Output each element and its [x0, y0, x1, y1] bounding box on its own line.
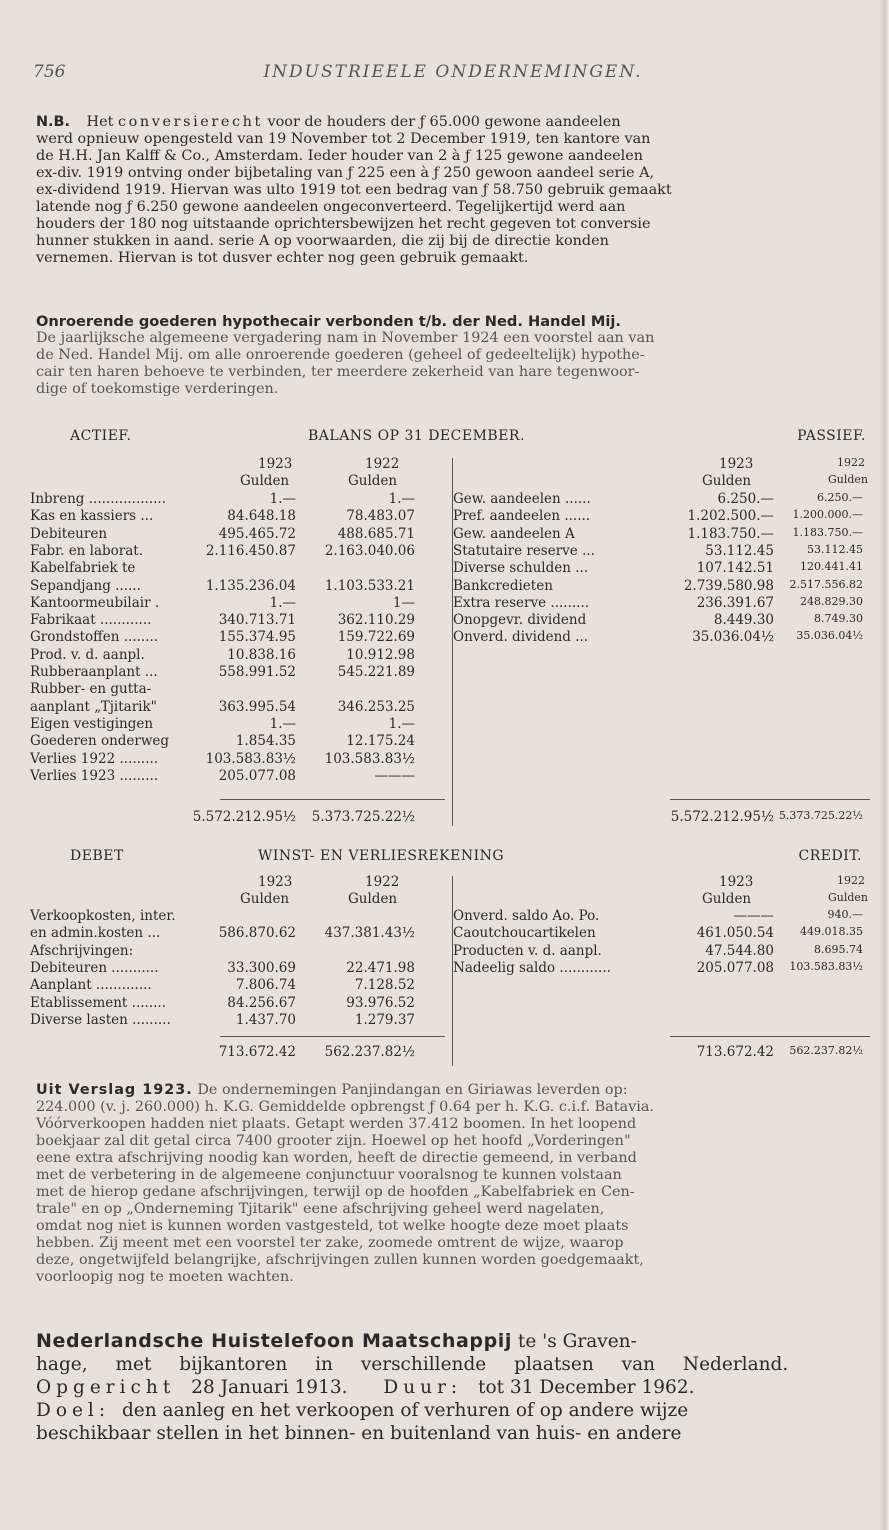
- row-label: Onverd. dividend ...: [453, 629, 589, 646]
- row-value: 1.437.70: [235, 1011, 296, 1028]
- table-row: [30, 733, 870, 750]
- row-value: 35.036.04½: [796, 629, 863, 643]
- row-value: 103.583.83½: [324, 750, 415, 767]
- onroerend-paragraph: [36, 313, 867, 398]
- verslag-line: Vóórverkoopen hadden niet plaats. Getapt werden 37.412 boomen. In het loopend: [36, 1116, 637, 1132]
- company-line: Nederlandsche Huistelefoon Maatschappij te 's Graven-: [36, 1330, 637, 1352]
- table-row: [30, 629, 870, 646]
- row-value: 10.912.98: [346, 646, 415, 663]
- row-value: 2.739.580.98: [683, 577, 774, 594]
- row-value: 159.722.69: [337, 629, 415, 646]
- passief-label: PASSIEF.: [797, 428, 866, 444]
- row-value: 940.—: [827, 908, 863, 921]
- onroerend-line: dige of toekomstige verderingen.: [36, 381, 279, 397]
- table-row: [30, 560, 870, 577]
- row-value: 8.449.30: [713, 612, 774, 629]
- row-label: Aanplant .............: [30, 977, 152, 994]
- nb-line: houders der 180 nog uitstaande oprichtersbewijzen het recht gegeven tot conversie: [36, 216, 651, 232]
- row-value: 1.—: [388, 715, 415, 732]
- row-label: Statutaire reserve ...: [453, 542, 595, 559]
- row-label: Inbreng ..................: [30, 491, 166, 507]
- row-value: 6.250.—: [817, 491, 863, 504]
- row-value: 236.391.67: [696, 594, 774, 611]
- row-label: Onopgevr. dividend: [453, 612, 587, 629]
- onroerend-line: De jaarlijksche algemeene vergadering nam in November 1924 een voorstel aan van: [36, 330, 655, 346]
- running-title: INDUSTRIEELE ONDERNEMINGEN.: [263, 62, 643, 82]
- unit-row: Gulden Gulden Gulden Gulden: [240, 473, 868, 489]
- table-row: [30, 751, 870, 768]
- row-value: 12.175.24: [346, 733, 415, 750]
- verslag-line: trale" en op „Onderneming Tjitarik" eene afschrijving geheel werd nagelaten,: [36, 1201, 605, 1217]
- row-value: 340.713.71: [218, 612, 296, 629]
- row-value: 205.077.08: [218, 767, 296, 784]
- nb-emphasis: conversierecht: [117, 114, 263, 130]
- row-value: 53.112.45: [807, 542, 863, 556]
- row-label: Fabr. en laborat.: [30, 542, 144, 559]
- book-spine-shadow: [879, 0, 889, 1530]
- row-label: en admin.kosten ...: [30, 925, 161, 942]
- row-label: Extra reserve .........: [453, 594, 590, 611]
- table-row: [30, 943, 870, 960]
- row-label: Rubber- en gutta-: [30, 681, 152, 698]
- year-row: 1923 1922 1923 1922: [258, 874, 865, 890]
- nb-label: N.B.: [36, 114, 70, 130]
- row-value: 1.—: [269, 491, 296, 507]
- row-value: 248.829.30: [800, 594, 863, 608]
- row-value: 107.142.51: [696, 560, 774, 577]
- table-row: [30, 681, 870, 698]
- row-label: Prod. v. d. aanpl.: [30, 646, 145, 663]
- row-value: 8.695.74: [814, 942, 863, 956]
- row-value: 155.374.95: [218, 629, 296, 646]
- verslag-line: met de verbetering in de algemeene conjunctuur vooralsnog te kunnen volstaan: [36, 1167, 622, 1183]
- row-value: 586.870.62: [218, 925, 296, 942]
- verslag-line: Uit Verslag 1923. De ondernemingen Panjindangan en Giriawas leverden op:: [36, 1082, 628, 1098]
- row-value: 10.838.16: [227, 646, 296, 663]
- debet-label: DEBET: [70, 848, 124, 864]
- row-value: 103.583.83½: [205, 750, 296, 767]
- row-label: Kas en kassiers ...: [30, 508, 154, 525]
- row-value: 120.441.41: [800, 560, 863, 574]
- row-value: 6.250.—: [717, 491, 774, 507]
- row-label: Debiteuren ...........: [30, 959, 159, 976]
- verslag-line: eene extra afschrijving noodig kan worden, heeft de directie gemeend, in verband: [36, 1150, 637, 1166]
- table-row: [30, 578, 870, 595]
- row-value: 2.517.556.82: [789, 577, 863, 591]
- opgericht-label: Opgericht: [36, 1377, 176, 1398]
- table-row: [30, 699, 870, 716]
- row-value: ———: [733, 908, 774, 924]
- row-value: 33.300.69: [227, 959, 296, 976]
- row-value: 1—: [392, 594, 415, 611]
- verslag-line: 224.000 (v. j. 260.000) h. K.G. Gemiddelde opbrengst ƒ 0.64 per h. K.G. c.i.f. Batavia.: [36, 1099, 655, 1115]
- row-value: 346.253.25: [337, 698, 415, 715]
- verslag-line: omdat nog niet is kunnen worden vastgesteld, tot welke hoogte deze moet plaats: [36, 1218, 629, 1234]
- total-rule-left: [220, 799, 445, 800]
- row-label: Verlies 1922 .........: [30, 750, 159, 767]
- company-entry: [36, 1330, 867, 1445]
- row-value: 437.381.43½: [324, 925, 415, 942]
- row-value: 47.544.80: [705, 942, 774, 959]
- row-value: 93.976.52: [346, 994, 415, 1011]
- row-value: 53.112.45: [705, 542, 774, 559]
- row-value: 545.221.89: [337, 664, 415, 680]
- row-label: aanplant „Tjitarik": [30, 698, 157, 715]
- duur-label: Duur:: [383, 1377, 463, 1398]
- onroerend-heading: Onroerende goederen hypothecair verbonden t/b. der Ned. Handel Mij.: [36, 313, 621, 330]
- table-row: [30, 543, 870, 560]
- row-label: Eigen vestigingen: [30, 715, 154, 732]
- actief-label: ACTIEF.: [70, 428, 132, 444]
- verslag-line: voorloopig nog te moeten wachten.: [36, 1269, 294, 1285]
- row-value: 558.991.52: [218, 664, 296, 680]
- verslag-line: met de hierop gedane afschrijvingen, terwijl op de hoofden „Kabelfabriek en Cen-: [36, 1184, 635, 1200]
- company-purpose-line: Doel: den aanleg en het verkoopen of verhuren of op andere wijze: [36, 1400, 689, 1421]
- row-value: 449.018.35: [800, 925, 863, 939]
- table-row: [30, 960, 870, 977]
- row-value: 84.256.67: [227, 994, 296, 1011]
- table-row: [30, 647, 870, 664]
- row-value: 78.483.07: [346, 508, 415, 525]
- column-divider: [452, 458, 453, 826]
- row-label: Kabelfabriek te: [30, 560, 136, 577]
- company-founded-line: Opgericht 28 Januari 1913. Duur: tot 31 December 1962.: [36, 1377, 695, 1398]
- row-label: Etablissement ........: [30, 994, 166, 1011]
- column-divider: [452, 876, 453, 1066]
- row-value: 461.050.54: [696, 925, 774, 942]
- company-name: Nederlandsche Huistelefoon Maatschappij: [36, 1330, 513, 1352]
- row-value: 495.465.72: [218, 525, 296, 542]
- table-row: [30, 612, 870, 629]
- nb-line: N.B. Het conversierecht voor de houders der ƒ 65.000 gewone aandeelen: [36, 114, 621, 130]
- row-value: 1.183.750.—: [687, 525, 774, 542]
- table-row: [30, 1012, 870, 1029]
- onroerend-line: cair ten haren behoeve te verbinden, ter meerdere zekerheid van hare tegenwoor-: [36, 364, 640, 380]
- row-label: Grondstoffen ........: [30, 629, 159, 646]
- row-label: Sepandjang ......: [30, 577, 141, 594]
- row-label: Verkoopkosten, inter.: [30, 908, 176, 924]
- verslag-line: deze, ongetwijfeld belangrijke, afschrijvingen zullen kunnen worden goedgemaakt,: [36, 1252, 644, 1268]
- row-label: Nadeelig saldo ............: [453, 959, 611, 976]
- row-value: 1.200.000.—: [792, 508, 863, 522]
- row-label: Fabrikaat ............: [30, 612, 152, 629]
- balance-title: BALANS OP 31 DECEMBER.: [308, 428, 525, 444]
- nb-paragraph: [36, 114, 867, 267]
- running-header: [33, 62, 873, 86]
- nb-line: vernemen. Hiervan is tot dusver echter nog geen gebruik gemaakt.: [36, 250, 529, 266]
- row-label: Caoutchoucartikelen: [453, 925, 596, 942]
- row-value: 205.077.08: [696, 959, 774, 976]
- onroerend-line: de Ned. Handel Mij. om alle onroerende goederen (geheel of gedeeltelijk) hypothe-: [36, 347, 645, 363]
- table-row: [30, 977, 870, 994]
- verslag-line: boekjaar zal dit getal circa 7400 grooter zijn. Hoewel op het hoofd „Vorderingen": [36, 1133, 631, 1149]
- row-label: Afschrijvingen:: [30, 942, 134, 959]
- nb-line: de H.H. Jan Kalff & Co., Amsterdam. Ieder houder van 2 à ƒ 125 gewone aandeelen: [36, 148, 644, 164]
- row-label: Rubberaanplant ...: [30, 664, 158, 680]
- table-row: [30, 595, 870, 612]
- row-value: 84.648.18: [227, 508, 296, 525]
- credit-label: CREDIT.: [798, 848, 862, 864]
- row-label: Diverse schulden ...: [453, 560, 589, 577]
- row-label: Goederen onderweg: [30, 733, 170, 750]
- table-row: [30, 768, 870, 785]
- row-value: 488.685.71: [337, 525, 415, 542]
- row-value: 1.—: [269, 594, 296, 611]
- row-value: 1.279.37: [354, 1011, 415, 1028]
- row-value: 1.135.236.04: [205, 577, 296, 594]
- verslag-paragraph: [36, 1082, 867, 1286]
- table-row: [30, 508, 870, 525]
- row-value: 1.103.533.21: [324, 577, 415, 594]
- nb-line: werd opnieuw opengesteld van 19 November tot 2 December 1919, ten kantore van: [36, 131, 651, 147]
- nb-line: ex-div. 1919 ontving onder bijbetaling van ƒ 225 een à ƒ 250 gewoon aandeel serie A,: [36, 165, 655, 181]
- row-label: Diverse lasten .........: [30, 1011, 171, 1028]
- verslag-line: hebben. Zij meent met een voorstel ter zake, zoomede omtrent de wijze, waarop: [36, 1235, 624, 1251]
- table-row: [30, 908, 870, 925]
- row-value: 8.749.30: [814, 612, 863, 626]
- row-value: 1.202.500.—: [687, 508, 774, 525]
- table-row: [30, 526, 870, 543]
- verslag-heading: Uit Verslag 1923.: [36, 1082, 193, 1098]
- nb-line: hunner stukken in aand. serie A op voorwaarden, die zij bij de directie konden: [36, 233, 609, 249]
- total-rule-right: [670, 1036, 870, 1037]
- row-label: Gew. aandeelen A: [453, 525, 575, 542]
- row-value: ———: [374, 767, 415, 784]
- profit-loss-account: [30, 848, 870, 1068]
- row-label: Kantoormeubilair .: [30, 594, 160, 611]
- row-value: 35.036.04½: [692, 629, 774, 646]
- row-value: 103.583.83½: [789, 959, 863, 973]
- winst-total-row: 713.672.42 562.237.82½ 713.672.42 562.237.82½: [218, 1044, 863, 1060]
- row-value: 7.806.74: [235, 977, 296, 994]
- balance-total-row: 5.572.212.95½ 5.373.725.22½ 5.572.212.95½ 5.373.725.22½: [192, 809, 863, 825]
- nb-line: ex-dividend 1919. Hiervan was ulto 1919 tot een bedrag van ƒ 58.750 gebruik gemaakt: [36, 182, 672, 198]
- winst-title: WINST- EN VERLIESREKENING: [258, 848, 505, 864]
- row-value: 1.854.35: [235, 733, 296, 750]
- company-line: hage, met bijkantoren in verschillende plaatsen van Nederland.: [36, 1354, 789, 1375]
- row-label: Verlies 1923 .........: [30, 767, 159, 784]
- row-label: Bankcredieten: [453, 577, 553, 594]
- row-label: Debiteuren: [30, 525, 108, 542]
- unit-row: Gulden Gulden Gulden Gulden: [240, 891, 868, 907]
- row-value: 1.183.750.—: [792, 525, 863, 539]
- row-value: 363.995.54: [218, 698, 296, 715]
- row-label: Producten v. d. aanpl.: [453, 942, 602, 959]
- total-rule-left: [220, 1036, 445, 1037]
- balance-sheet: [30, 428, 870, 828]
- row-value: 2.163.040.06: [324, 542, 415, 559]
- row-label: Gew. aandeelen ......: [453, 491, 591, 507]
- table-row: [30, 925, 870, 942]
- row-value: 1.—: [388, 491, 415, 507]
- row-value: 1.—: [269, 715, 296, 732]
- table-row: [30, 664, 870, 681]
- row-value: 362.110.29: [337, 612, 415, 629]
- row-value: 2.116.450.87: [205, 542, 296, 559]
- page-number: 756: [33, 62, 66, 82]
- year-row: 1923 1922 1923 1922: [258, 456, 865, 472]
- table-row: [30, 491, 870, 508]
- table-row: [30, 716, 870, 733]
- row-label: Pref. aandeelen ......: [453, 508, 591, 525]
- doel-label: Doel:: [36, 1400, 111, 1421]
- row-value: 7.128.52: [354, 977, 415, 994]
- company-line: beschikbaar stellen in het binnen- en buitenland van huis- en andere: [36, 1423, 682, 1444]
- row-label: Onverd. saldo Ao. Po.: [453, 908, 600, 924]
- table-row: [30, 995, 870, 1012]
- row-value: 22.471.98: [346, 959, 415, 976]
- nb-line: latende nog ƒ 6.250 gewone aandeelen ongeconverteerd. Tegelijkertijd werd aan: [36, 199, 626, 215]
- total-rule-right: [670, 799, 870, 800]
